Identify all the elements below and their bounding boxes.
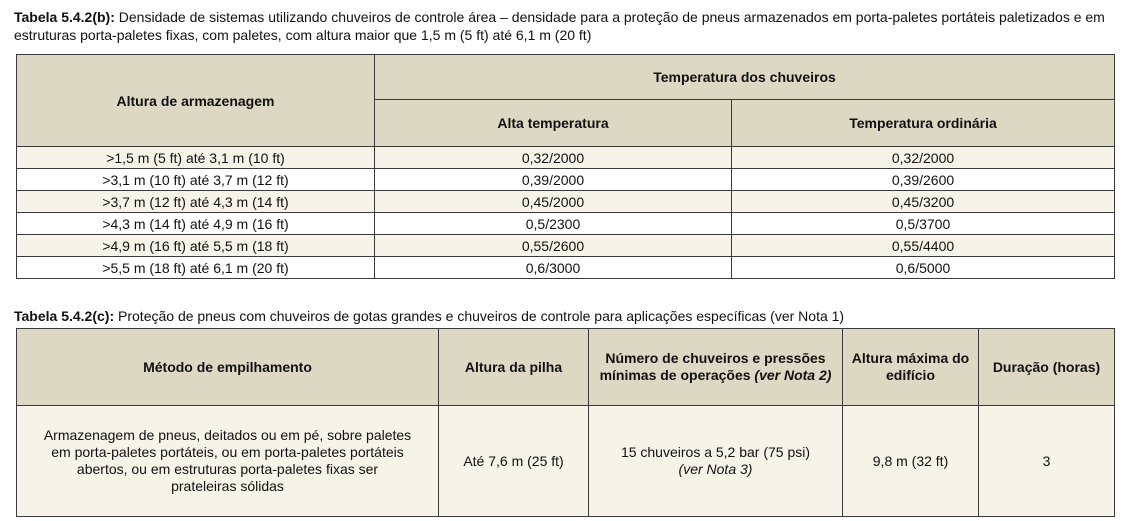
header-sprinkler-temperature: Temperatura dos chuveiros <box>375 55 1115 100</box>
table-row <box>17 213 1115 235</box>
header-sprinkler-count-note: (ver Nota 2) <box>754 367 832 383</box>
cell-storage-height: >3,1 m (10 ft) até 3,7 m (12 ft) <box>17 169 375 191</box>
header-high-temperature: Alta temperatura <box>375 100 732 147</box>
cell-high-temperature: 0,55/2600 <box>375 235 732 257</box>
cell-high-temperature: 0,45/2000 <box>375 191 732 213</box>
header-sprinkler-count-text: Número de chuveiros e pressões mínimas de operações <box>599 350 826 383</box>
header-max-building-height: Altura máxima do edifício <box>843 329 979 406</box>
cell-ordinary-temperature: 0,32/2000 <box>732 147 1115 169</box>
cell-ordinary-temperature: 0,5/3700 <box>732 213 1115 235</box>
cell-storage-height: >1,5 m (5 ft) até 3,1 m (10 ft) <box>17 147 375 169</box>
header-sprinkler-count <box>589 329 843 406</box>
table1-caption-text: Densidade de sistemas utilizando chuveiros de controle área – densidade para a proteção de pneus armazenados em porta-paletes portáteis paletizados e em estruturas porta-paletes fixas, com paletes, com altura maior que 1,5 m (5 ft) até 6,1 m (20 ft) <box>14 9 1105 43</box>
cell-max-building-height: 9,8 m (32 ft) <box>843 406 979 517</box>
cell-high-temperature: 0,6/3000 <box>375 257 732 279</box>
table1-caption <box>14 8 1124 44</box>
cell-high-temperature: 0,39/2000 <box>375 169 732 191</box>
header-storage-height: Altura de armazenagem <box>17 55 375 147</box>
table2-caption-label: Tabela 5.4.2(c): <box>14 308 115 324</box>
sprinkler-density-table <box>16 54 1115 279</box>
cell-ordinary-temperature: 0,55/4400 <box>732 235 1115 257</box>
cell-storage-height: >4,3 m (14 ft) até 4,9 m (16 ft) <box>17 213 375 235</box>
cell-ordinary-temperature: 0,6/5000 <box>732 257 1115 279</box>
cell-pile-height: Até 7,6 m (25 ft) <box>439 406 589 517</box>
header-stacking-method: Método de empilhamento <box>17 329 439 406</box>
header-pile-height: Altura da pilha <box>439 329 589 406</box>
cell-storage-height: >5,5 m (18 ft) até 6,1 m (20 ft) <box>17 257 375 279</box>
cell-sprinkler-count-note: (ver Nota 3) <box>678 461 753 477</box>
table2-caption-text: Proteção de pneus com chuveiros de gotas grandes e chuveiros de controle para aplicações específicas (ver Nota 1) <box>114 308 845 324</box>
table-row <box>17 257 1115 279</box>
cell-stacking-method: Armazenagem de pneus, deitados ou em pé, sobre paletes em porta-paletes portáteis, ou em porta-paletes portáteis abertos, ou em estruturas porta-paletes fixas ser prateleiras sólidas <box>17 406 439 517</box>
table-row <box>17 235 1115 257</box>
header-ordinary-temperature: Temperatura ordinária <box>732 100 1115 147</box>
table-row <box>17 406 1115 517</box>
table1-caption-label: Tabela 5.4.2(b): <box>14 9 115 25</box>
cell-storage-height: >3,7 m (12 ft) até 4,3 m (14 ft) <box>17 191 375 213</box>
cell-storage-height: >4,9 m (16 ft) até 5,5 m (18 ft) <box>17 235 375 257</box>
cell-sprinkler-count-text: 15 chuveiros a 5,2 bar (75 psi) <box>620 444 811 460</box>
cell-sprinkler-count <box>589 406 843 517</box>
table-row <box>17 147 1115 169</box>
cell-duration: 3 <box>979 406 1115 517</box>
table-row <box>17 191 1115 213</box>
table2-caption <box>14 307 1124 325</box>
table-row <box>17 169 1115 191</box>
cell-high-temperature: 0,5/2300 <box>375 213 732 235</box>
header-duration: Duração (horas) <box>979 329 1115 406</box>
large-drop-sprinkler-table <box>16 328 1115 517</box>
cell-high-temperature: 0,32/2000 <box>375 147 732 169</box>
cell-ordinary-temperature: 0,39/2600 <box>732 169 1115 191</box>
cell-ordinary-temperature: 0,45/3200 <box>732 191 1115 213</box>
